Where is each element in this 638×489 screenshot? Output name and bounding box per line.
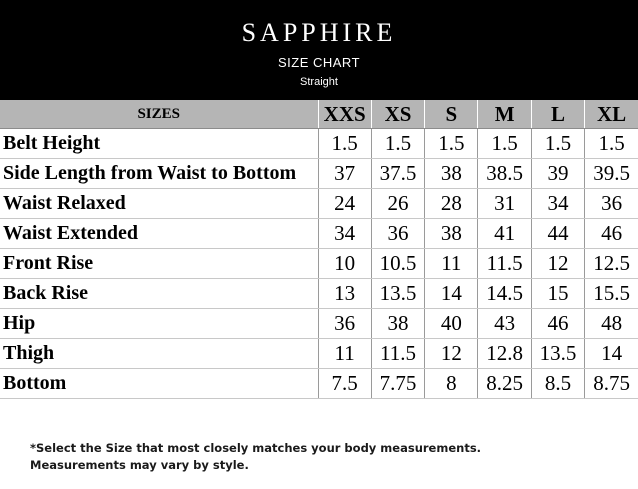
measurement-cell: 38 [425,219,478,249]
footnote-line-2: Measurements may vary by style. [30,458,249,472]
header-banner [0,0,638,100]
measurement-cell: 36 [585,189,638,219]
table-row [0,219,638,249]
table-row [0,309,638,339]
measurement-cell: 24 [318,189,371,219]
measurement-cell: 1.5 [425,129,478,159]
table-body [0,129,638,399]
measurement-cell: 13.5 [531,339,584,369]
table-row [0,159,638,189]
row-label: Back Rise [0,279,318,309]
measurement-cell: 15.5 [585,279,638,309]
row-label: Side Length from Waist to Bottom [0,159,318,189]
measurement-cell: 34 [531,189,584,219]
measurement-cell: 36 [318,309,371,339]
table-row [0,339,638,369]
measurement-cell: 1.5 [318,129,371,159]
size-header-xs: XS [371,100,424,129]
measurement-cell: 12 [531,249,584,279]
measurement-cell: 8.5 [531,369,584,399]
measurement-cell: 10 [318,249,371,279]
measurement-cell: 14 [425,279,478,309]
measurement-cell: 37 [318,159,371,189]
measurement-cell: 41 [478,219,531,249]
measurement-cell: 44 [531,219,584,249]
measurement-cell: 8.25 [478,369,531,399]
table-row [0,279,638,309]
row-label: Waist Relaxed [0,189,318,219]
measurement-cell: 34 [318,219,371,249]
measurement-cell: 38 [425,159,478,189]
measurement-cell: 15 [531,279,584,309]
row-label: Waist Extended [0,219,318,249]
size-header-xxs: XXS [318,100,371,129]
measurement-cell: 13 [318,279,371,309]
table-row [0,129,638,159]
measurement-cell: 36 [371,219,424,249]
measurement-cell: 1.5 [371,129,424,159]
measurement-cell: 39 [531,159,584,189]
measurement-cell: 11.5 [478,249,531,279]
fit-style-label: Straight [300,76,338,88]
measurement-cell: 12.8 [478,339,531,369]
measurement-cell: 14.5 [478,279,531,309]
measurement-cell: 40 [425,309,478,339]
measurement-cell: 46 [585,219,638,249]
chart-subtitle: SIZE CHART [277,55,361,70]
measurement-cell: 7.5 [318,369,371,399]
measurement-cell: 12 [425,339,478,369]
footnote [30,440,481,474]
size-header-xl: XL [585,100,638,129]
measurement-cell: 38 [371,309,424,339]
measurement-cell: 11 [425,249,478,279]
measurement-cell: 8 [425,369,478,399]
measurement-cell: 12.5 [585,249,638,279]
measurement-cell: 11.5 [371,339,424,369]
measurement-cell: 48 [585,309,638,339]
measurement-cell: 1.5 [478,129,531,159]
row-label: Front Rise [0,249,318,279]
footnote-line-1: *Select the Size that most closely matches your body measurements. [30,441,482,455]
measurement-cell: 37.5 [371,159,424,189]
row-label: Thigh [0,339,318,369]
measurement-cell: 7.75 [371,369,424,399]
measurement-cell: 38.5 [478,159,531,189]
measurement-cell: 8.75 [585,369,638,399]
measurement-cell: 28 [425,189,478,219]
size-header-m: M [478,100,531,129]
measurement-cell: 39.5 [585,159,638,189]
row-label: Hip [0,309,318,339]
measurement-cell: 10.5 [371,249,424,279]
size-chart-table [0,100,638,399]
brand-logo-text: SAPPHIRE [241,18,397,47]
size-header-s: S [425,100,478,129]
measurement-cell: 43 [478,309,531,339]
measurement-cell: 1.5 [585,129,638,159]
row-label: Belt Height [0,129,318,159]
row-label: Bottom [0,369,318,399]
size-header-l: L [531,100,584,129]
measurement-cell: 31 [478,189,531,219]
measurement-cell: 26 [371,189,424,219]
measurement-cell: 11 [318,339,371,369]
table-row [0,189,638,219]
measurement-cell: 46 [531,309,584,339]
measurement-cell: 1.5 [531,129,584,159]
sizes-header-cell: SIZES [0,100,318,129]
measurement-cell: 13.5 [371,279,424,309]
table-row [0,369,638,399]
table-row [0,249,638,279]
header-row [0,100,638,129]
measurement-cell: 14 [585,339,638,369]
